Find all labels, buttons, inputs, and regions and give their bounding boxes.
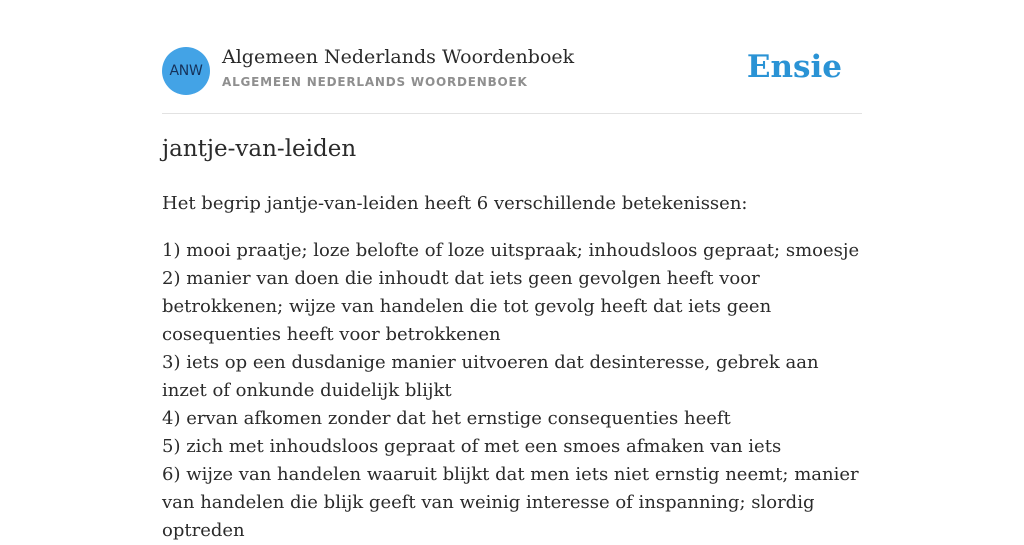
meaning-item: 4) ervan afkomen zonder dat het ernstige consequenties heeft [162, 408, 731, 429]
meanings-list [162, 237, 862, 545]
site-title[interactable]: Algemeen Nederlands Woordenboek [222, 46, 575, 68]
site-header [162, 44, 862, 114]
meaning-item: 3) iets op een dusdanige manier uitvoeren dat desinteresse, gebrek aan inzet of onkunde duidelijk blijkt [162, 352, 819, 401]
meaning-item: 1) mooi praatje; loze belofte of loze uitspraak; inhoudsloos gepraat; smoesje [162, 240, 860, 261]
anw-logo[interactable]: ANW [162, 47, 210, 95]
meaning-item: 2) manier van doen die inhoudt dat iets geen gevolgen heeft voor betrokkenen; wijze van handelen die tot gevolg heeft dat iets geen cosequenties heeft voor betrokkenen [162, 268, 772, 345]
page-title: jantje-van-leiden [162, 136, 357, 162]
ensie-logo[interactable]: Ensie [746, 49, 842, 85]
header-divider [162, 113, 862, 114]
meaning-item: 5) zich met inhoudsloos gepraat of met een smoes afmaken van iets [162, 436, 782, 457]
intro-text: Het begrip jantje-van-leiden heeft 6 verschillende betekenissen: [162, 193, 748, 214]
site-subtitle: ALGEMEEN NEDERLANDS WOORDENBOEK [222, 75, 528, 89]
meaning-item: 6) wijze van handelen waaruit blijkt dat men iets niet ernstig neemt; manier van handelen die blijk geeft van weinig interesse of inspanning; slordig optreden [162, 464, 859, 541]
